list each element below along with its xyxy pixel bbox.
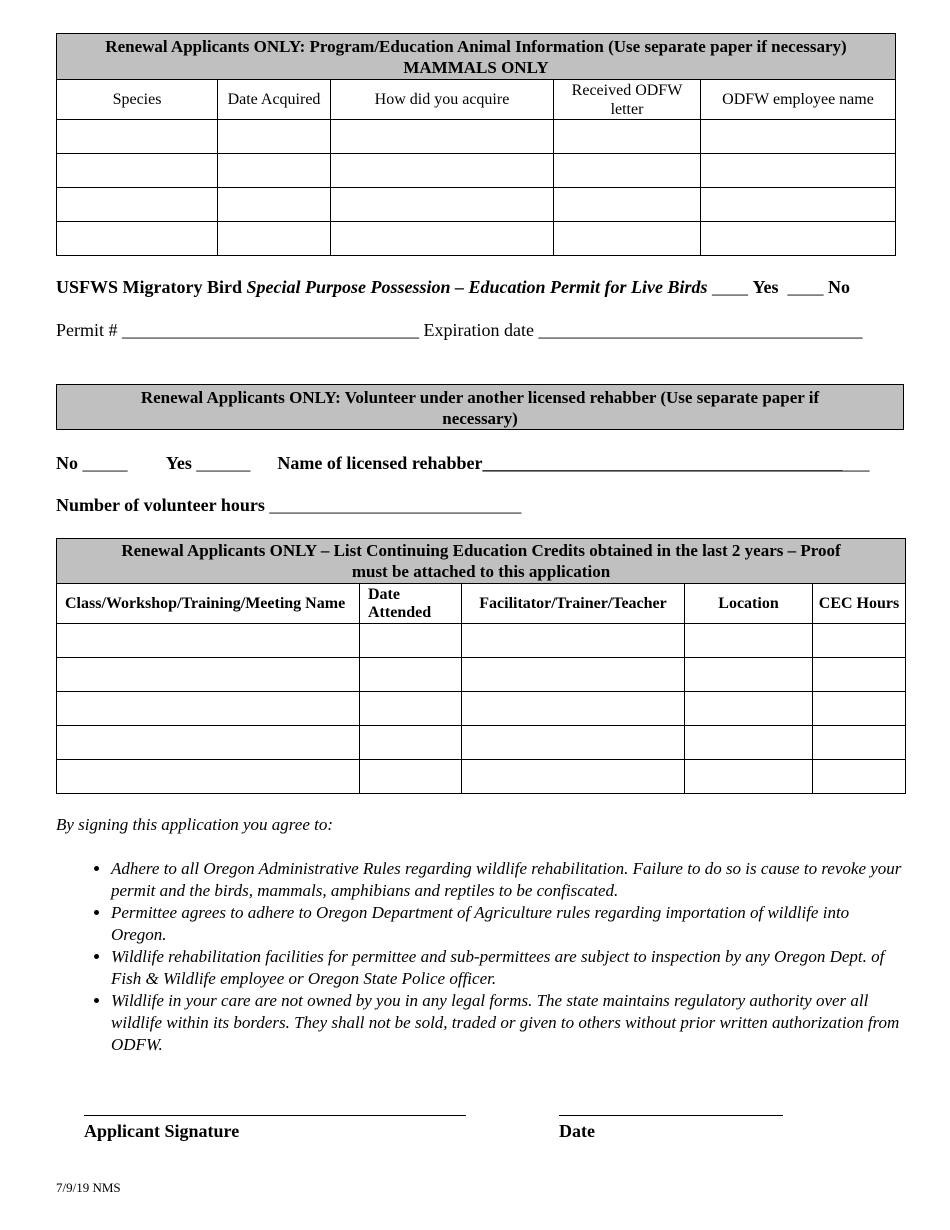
list-item: • Permittee agrees to adhere to Oregon Department of Agriculture rules regarding importation of wildlife into Oregon.	[111, 902, 906, 946]
volunteer-yes-label: Yes	[165, 453, 192, 473]
rehabber-name-field[interactable]: ________________________________________	[482, 453, 843, 473]
cec-table	[56, 538, 906, 794]
table-cell[interactable]	[685, 726, 813, 760]
volunteer-section-title: Renewal Applicants ONLY: Volunteer under another licensed rehabber (Use separate paper if	[140, 388, 820, 407]
table-cell[interactable]	[57, 760, 360, 794]
mammals-table-subtitle: MAMMALS ONLY	[403, 57, 549, 77]
column-header-date-acquired: Date Acquired	[218, 80, 331, 120]
volunteer-hours-line	[56, 495, 521, 516]
table-cell[interactable]	[57, 726, 360, 760]
list-item: • Adhere to all Oregon Administrative Rules regarding wildlife rehabilitation. Failure to do so is cause to revoke your permit and the birds, mammals, amphibians and reptiles to be confiscated.	[111, 858, 906, 902]
applicant-signature-line[interactable]	[84, 1115, 466, 1116]
agreement-intro: By signing this application you agree to:	[56, 815, 333, 834]
table-cell[interactable]	[554, 120, 701, 154]
table-cell[interactable]	[57, 658, 360, 692]
usfws-permit-type: Special Purpose Possession – Education Permit for Live Birds	[246, 277, 708, 297]
table-cell[interactable]	[554, 154, 701, 188]
usfws-yes-label: Yes	[752, 277, 779, 297]
table-cell[interactable]	[701, 120, 896, 154]
table-cell[interactable]	[331, 154, 554, 188]
table-cell[interactable]	[57, 120, 218, 154]
cec-table-header	[57, 539, 906, 584]
permit-number-label: Permit #	[56, 320, 118, 340]
table-cell[interactable]	[57, 624, 360, 658]
volunteer-no-blank[interactable]: _____	[82, 453, 128, 473]
table-cell[interactable]	[57, 692, 360, 726]
table-cell[interactable]	[813, 624, 906, 658]
table-row	[57, 760, 906, 794]
table-row	[57, 726, 906, 760]
table-cell[interactable]	[462, 624, 685, 658]
table-cell[interactable]	[554, 188, 701, 222]
usfws-label: USFWS Migratory Bird	[56, 277, 242, 297]
table-row	[57, 188, 896, 222]
table-cell[interactable]	[462, 760, 685, 794]
cec-table-title: Renewal Applicants ONLY – List Continuing Education Credits obtained in the last 2 years – Proof	[121, 541, 841, 560]
table-cell[interactable]	[813, 760, 906, 794]
table-cell[interactable]	[554, 222, 701, 256]
volunteer-no-label: No	[56, 453, 78, 473]
table-cell[interactable]	[462, 692, 685, 726]
table-cell[interactable]	[685, 658, 813, 692]
table-cell[interactable]	[813, 692, 906, 726]
revision-footer: 7/9/19 NMS	[56, 1180, 121, 1195]
table-cell[interactable]	[331, 188, 554, 222]
usfws-no-label: No	[828, 277, 851, 297]
mammals-table-header	[57, 34, 896, 80]
permit-number-field[interactable]: _________________________________	[122, 320, 419, 340]
expiration-date-field[interactable]: ____________________________________	[538, 320, 863, 340]
table-cell[interactable]	[218, 120, 331, 154]
table-row	[57, 120, 896, 154]
usfws-permit-line	[56, 277, 850, 298]
table-cell[interactable]	[685, 692, 813, 726]
table-cell[interactable]	[360, 658, 462, 692]
table-cell[interactable]	[701, 222, 896, 256]
cec-table-title-cont: must be attached to this application	[351, 562, 611, 581]
table-cell[interactable]	[685, 624, 813, 658]
table-cell[interactable]	[360, 692, 462, 726]
mammals-table	[56, 33, 896, 256]
rehabber-name-field-tail[interactable]: ___	[842, 453, 870, 473]
date-label: Date	[559, 1121, 595, 1141]
column-header-how-acquired: How did you acquire	[331, 80, 554, 120]
agreement-list	[56, 858, 906, 1056]
column-header-date-attended: Date Attended	[360, 584, 462, 624]
table-cell[interactable]	[813, 726, 906, 760]
volunteer-section-title-cont: necessary)	[442, 409, 518, 428]
usfws-no-blank[interactable]: ____	[787, 277, 824, 297]
usfws-yes-blank[interactable]: ____	[712, 277, 749, 297]
table-cell[interactable]	[331, 222, 554, 256]
list-item: • Wildlife rehabilitation facilities for permittee and sub-permittees are subject to inspection by any Oregon Dept. of Fish & Wildlife employee or Oregon State Police officer.	[111, 946, 906, 990]
column-header-received-letter: Received ODFW letter	[554, 80, 701, 120]
table-row	[57, 222, 896, 256]
volunteer-yes-blank[interactable]: ______	[196, 453, 251, 473]
table-cell[interactable]	[360, 624, 462, 658]
table-row	[57, 624, 906, 658]
table-cell[interactable]	[685, 760, 813, 794]
column-header-employee-name: ODFW employee name	[701, 80, 896, 120]
date-signature-line[interactable]	[559, 1115, 783, 1116]
table-cell[interactable]	[360, 760, 462, 794]
volunteer-answer-line	[56, 453, 869, 474]
rehabber-name-label: Name of licensed rehabber	[277, 453, 483, 473]
table-cell[interactable]	[57, 154, 218, 188]
table-cell[interactable]	[462, 658, 685, 692]
column-header-species: Species	[57, 80, 218, 120]
expiration-date-label: Expiration date	[423, 320, 534, 340]
applicant-signature-label: Applicant Signature	[84, 1121, 240, 1141]
table-cell[interactable]	[57, 222, 218, 256]
volunteer-hours-field[interactable]: ____________________________	[269, 495, 522, 515]
table-cell[interactable]	[701, 154, 896, 188]
table-cell[interactable]	[360, 726, 462, 760]
volunteer-hours-label: Number of volunteer hours	[56, 495, 265, 515]
column-header-cec-hours: CEC Hours	[813, 584, 906, 624]
table-cell[interactable]	[462, 726, 685, 760]
permit-line	[56, 320, 862, 341]
mammals-table-title: Renewal Applicants ONLY: Program/Education Animal Information (Use separate paper if necessary)	[105, 36, 847, 56]
table-row	[57, 658, 906, 692]
table-cell[interactable]	[57, 188, 218, 222]
table-cell[interactable]	[813, 658, 906, 692]
table-cell[interactable]	[218, 188, 331, 222]
table-cell[interactable]	[218, 154, 331, 188]
table-row	[57, 692, 906, 726]
column-header-location: Location	[685, 584, 813, 624]
table-row	[57, 154, 896, 188]
column-header-class-name: Class/Workshop/Training/Meeting Name	[57, 584, 360, 624]
list-item: • Wildlife in your care are not owned by you in any legal forms. The state maintains regulatory authority over all wildlife within its borders. They shall not be sold, traded or given to others without prior written authorization from ODFW.	[111, 990, 906, 1056]
table-cell[interactable]	[701, 188, 896, 222]
volunteer-section-header	[56, 384, 904, 430]
column-header-facilitator: Facilitator/Trainer/Teacher	[462, 584, 685, 624]
table-cell[interactable]	[218, 222, 331, 256]
table-cell[interactable]	[331, 120, 554, 154]
